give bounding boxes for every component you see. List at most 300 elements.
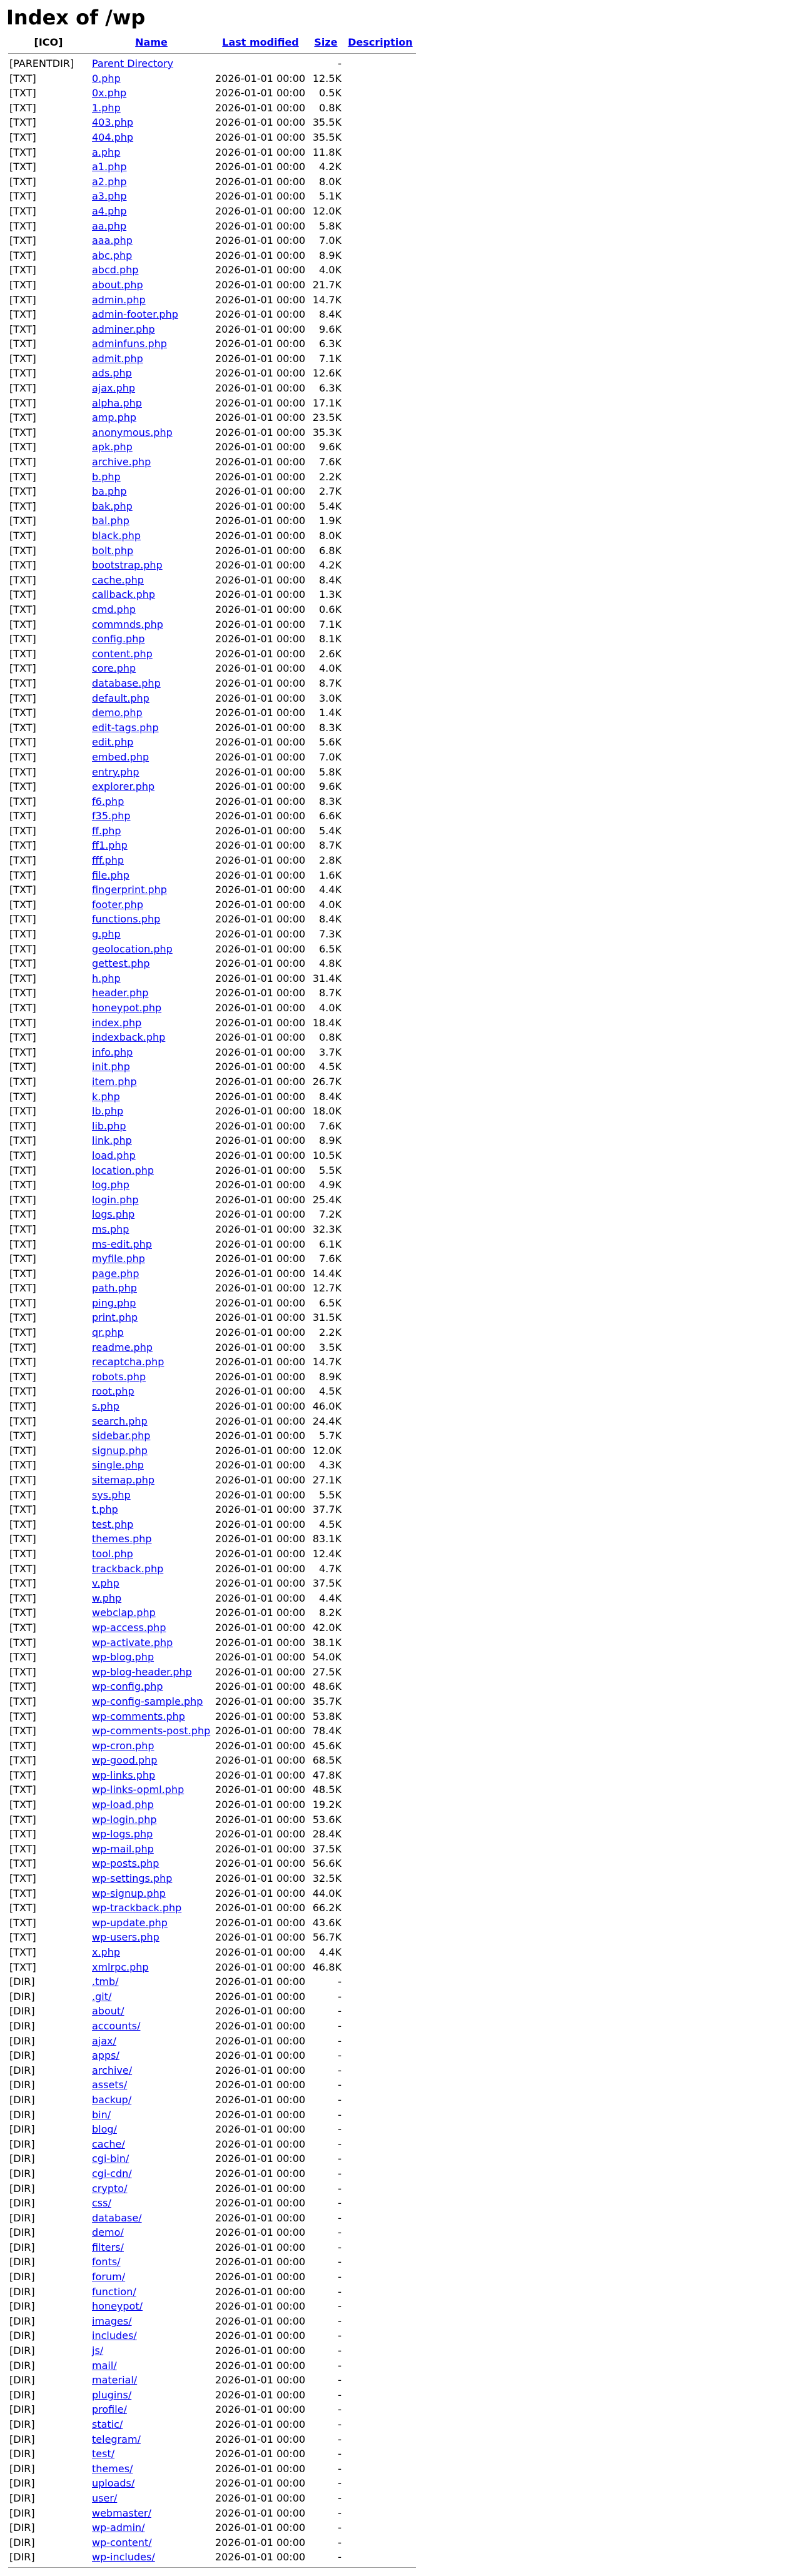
- size-cell: 6.8K: [319, 544, 341, 557]
- file-link[interactable]: config.php: [92, 633, 145, 645]
- file-link[interactable]: f35.php: [92, 810, 131, 822]
- file-link[interactable]: edit.php: [92, 736, 134, 749]
- file-link[interactable]: footer.php: [92, 898, 143, 911]
- file-link[interactable]: ff.php: [92, 824, 121, 837]
- file-link[interactable]: wp-access.php: [92, 1621, 166, 1634]
- description-cell: [345, 2462, 416, 2477]
- description-cell: [345, 779, 416, 794]
- file-link[interactable]: gettest.php: [92, 957, 150, 970]
- description-cell: [345, 396, 416, 411]
- last-modified-cell: 2026-01-01 00:00: [215, 1253, 306, 1265]
- file-link[interactable]: content.php: [92, 647, 153, 660]
- file-link[interactable]: h.php: [92, 972, 121, 984]
- file-link[interactable]: g.php: [92, 928, 121, 941]
- table-row: [8, 750, 416, 765]
- text-file-icon: [TXT]: [9, 1208, 36, 1221]
- text-file-icon: [TXT]: [9, 1267, 36, 1280]
- file-link[interactable]: archive/: [92, 2064, 133, 2076]
- file-link[interactable]: xmlrpc.php: [92, 1961, 149, 1973]
- file-link[interactable]: abc.php: [92, 249, 133, 261]
- last-modified-cell: 2026-01-01 00:00: [215, 1710, 306, 1722]
- file-link[interactable]: callback.php: [92, 588, 156, 601]
- file-link[interactable]: cgi-bin/: [92, 2153, 129, 2165]
- file-link[interactable]: signup.php: [92, 1444, 148, 1457]
- table-row: [8, 1237, 416, 1252]
- file-link[interactable]: ba.php: [92, 485, 127, 498]
- file-link[interactable]: wp-content/: [92, 2536, 152, 2548]
- text-file-icon: [TXT]: [9, 116, 36, 129]
- file-link[interactable]: search.php: [92, 1415, 148, 1427]
- last-modified-cell: 2026-01-01 00:00: [215, 2551, 306, 2563]
- file-link[interactable]: images/: [92, 2315, 132, 2327]
- size-cell: 46.8K: [312, 1961, 341, 1973]
- file-link[interactable]: .git/: [92, 1990, 112, 2003]
- size-cell: 4.9K: [319, 1179, 341, 1191]
- file-link[interactable]: wp-load.php: [92, 1799, 154, 1811]
- file-link[interactable]: demo.php: [92, 707, 143, 719]
- size-cell: 54.0K: [312, 1651, 341, 1664]
- file-link[interactable]: wp-config-sample.php: [92, 1695, 203, 1707]
- file-link[interactable]: cache.php: [92, 573, 144, 586]
- last-modified-cell: 2026-01-01 00:00: [215, 1916, 306, 1929]
- text-file-icon: [TXT]: [9, 1607, 36, 1619]
- folder-icon: [DIR]: [9, 2019, 35, 2032]
- size-cell: 5.6K: [319, 736, 341, 749]
- description-cell: [345, 691, 416, 706]
- table-row: [8, 927, 416, 942]
- file-link[interactable]: location.php: [92, 1164, 154, 1176]
- file-link[interactable]: adminer.php: [92, 323, 155, 335]
- folder-icon: [DIR]: [9, 2300, 35, 2313]
- file-link[interactable]: ms-edit.php: [92, 1238, 152, 1250]
- file-link[interactable]: qr.php: [92, 1326, 124, 1339]
- file-link[interactable]: item.php: [92, 1075, 137, 1088]
- file-link[interactable]: aa.php: [92, 220, 127, 232]
- description-cell: [345, 513, 416, 528]
- file-link[interactable]: bootstrap.php: [92, 559, 163, 572]
- file-link[interactable]: 0.php: [92, 72, 121, 84]
- size-cell: 46.0K: [312, 1400, 341, 1413]
- file-link[interactable]: index.php: [92, 1016, 142, 1029]
- description-cell: [345, 1916, 416, 1931]
- file-link[interactable]: css/: [92, 2197, 111, 2210]
- file-link[interactable]: backup/: [92, 2093, 132, 2106]
- last-modified-cell: 2026-01-01 00:00: [215, 765, 306, 778]
- description-cell: [345, 2137, 416, 2152]
- file-link[interactable]: wp-update.php: [92, 1916, 168, 1929]
- file-link[interactable]: link.php: [92, 1134, 132, 1147]
- file-link[interactable]: bak.php: [92, 500, 133, 512]
- file-link[interactable]: ajax.php: [92, 382, 136, 395]
- directory-listing-table: [6, 35, 418, 2571]
- file-link[interactable]: ajax/: [92, 2034, 116, 2047]
- size-cell: 4.4K: [319, 1592, 341, 1604]
- file-link[interactable]: wp-comments-post.php: [92, 1725, 211, 1737]
- sort-by-last-modified-link[interactable]: Last modified: [222, 36, 299, 49]
- description-cell: [345, 1119, 416, 1134]
- description-column-header[interactable]: [345, 35, 416, 50]
- table-row: [8, 2048, 416, 2063]
- file-link[interactable]: ms.php: [92, 1223, 129, 1235]
- file-link[interactable]: about.php: [92, 278, 143, 291]
- size-cell: 1.3K: [319, 588, 341, 601]
- file-link[interactable]: sidebar.php: [92, 1430, 151, 1442]
- table-row: [8, 71, 416, 86]
- last-modified-cell: 2026-01-01 00:00: [215, 161, 306, 173]
- description-cell: [345, 587, 416, 602]
- file-link[interactable]: apk.php: [92, 441, 133, 453]
- last-modified-cell: 2026-01-01 00:00: [215, 2271, 306, 2283]
- file-link[interactable]: init.php: [92, 1061, 130, 1073]
- file-link[interactable]: archive.php: [92, 456, 151, 468]
- file-link[interactable]: cache/: [92, 2138, 125, 2150]
- file-link[interactable]: database/: [92, 2211, 142, 2224]
- file-link[interactable]: lib.php: [92, 1119, 126, 1132]
- text-file-icon: [TXT]: [9, 1592, 36, 1604]
- file-link[interactable]: explorer.php: [92, 780, 155, 793]
- file-link[interactable]: wp-settings.php: [92, 1872, 173, 1885]
- file-link[interactable]: uploads/: [92, 2477, 135, 2490]
- text-file-icon: [TXT]: [9, 308, 36, 321]
- file-link[interactable]: trackback.php: [92, 1562, 164, 1575]
- text-file-icon: [TXT]: [9, 765, 36, 778]
- file-link[interactable]: wp-includes/: [92, 2551, 155, 2563]
- file-link[interactable]: honeypot/: [92, 2300, 143, 2313]
- file-link[interactable]: ff1.php: [92, 839, 128, 852]
- file-link[interactable]: admit.php: [92, 352, 143, 365]
- file-link[interactable]: demo/: [92, 2226, 124, 2239]
- file-link[interactable]: wp-mail.php: [92, 1842, 154, 1855]
- file-link[interactable]: bin/: [92, 2108, 111, 2121]
- file-link[interactable]: telegram/: [92, 2433, 141, 2445]
- description-cell: [345, 1340, 416, 1355]
- file-link[interactable]: ads.php: [92, 367, 132, 380]
- file-link[interactable]: x.php: [92, 1946, 121, 1958]
- table-row: [8, 1296, 416, 1311]
- last-modified-cell: 2026-01-01 00:00: [215, 2138, 306, 2150]
- table-row: [8, 1901, 416, 1916]
- file-link[interactable]: cmd.php: [92, 603, 136, 615]
- file-link[interactable]: commnds.php: [92, 618, 163, 630]
- file-link[interactable]: fonts/: [92, 2256, 121, 2268]
- file-link[interactable]: wp-links-opml.php: [92, 1784, 184, 1796]
- last-modified-cell: 2026-01-01 00:00: [215, 87, 306, 99]
- file-link[interactable]: s.php: [92, 1400, 119, 1413]
- last-modified-cell: 2026-01-01 00:00: [215, 2359, 306, 2371]
- text-file-icon: [TXT]: [9, 1356, 36, 1368]
- size-cell: -: [338, 2197, 341, 2210]
- text-file-icon: [TXT]: [9, 1902, 36, 1914]
- description-cell: [345, 2328, 416, 2343]
- last-modified-cell: 2026-01-01 00:00: [215, 456, 306, 468]
- file-link[interactable]: a1.php: [92, 161, 127, 173]
- last-modified-cell: 2026-01-01 00:00: [215, 780, 306, 793]
- last-modified-column-header[interactable]: [214, 35, 307, 50]
- file-link[interactable]: t.php: [92, 1503, 118, 1516]
- file-link[interactable]: test.php: [92, 1518, 134, 1530]
- text-file-icon: [TXT]: [9, 1031, 36, 1044]
- file-link[interactable]: webmaster/: [92, 2507, 151, 2519]
- text-file-icon: [TXT]: [9, 972, 36, 984]
- size-cell: 4.0K: [319, 898, 341, 911]
- size-cell: 8.3K: [319, 795, 341, 807]
- sort-by-size-link[interactable]: Size: [314, 36, 338, 49]
- table-row: [8, 1739, 416, 1754]
- file-link[interactable]: accounts/: [92, 2019, 141, 2032]
- file-link[interactable]: .tmb/: [92, 1976, 119, 1988]
- last-modified-cell: 2026-01-01 00:00: [215, 2197, 306, 2210]
- file-link[interactable]: wp-config.php: [92, 1680, 163, 1693]
- size-cell: 56.6K: [312, 1857, 341, 1870]
- last-modified-cell: 2026-01-01 00:00: [215, 2049, 306, 2062]
- file-link[interactable]: bolt.php: [92, 544, 134, 557]
- table-row: [8, 838, 416, 853]
- sort-by-name-link[interactable]: Name: [135, 36, 168, 49]
- text-file-icon: [TXT]: [9, 235, 36, 247]
- file-link[interactable]: a4.php: [92, 205, 127, 217]
- table-row: [8, 2255, 416, 2270]
- table-row: [8, 2506, 416, 2521]
- last-modified-cell: 2026-01-01 00:00: [215, 2093, 306, 2106]
- size-cell: 8.1K: [319, 633, 341, 645]
- file-link[interactable]: login.php: [92, 1193, 139, 1206]
- file-link[interactable]: load.php: [92, 1149, 136, 1161]
- file-link[interactable]: user/: [92, 2492, 118, 2504]
- text-file-icon: [TXT]: [9, 1296, 36, 1309]
- description-cell: [345, 159, 416, 174]
- file-link[interactable]: filters/: [92, 2241, 124, 2253]
- parent-size: -: [338, 58, 341, 69]
- size-cell: 7.6K: [319, 1253, 341, 1265]
- file-link[interactable]: wp-activate.php: [92, 1636, 173, 1649]
- file-link[interactable]: wp-posts.php: [92, 1857, 159, 1870]
- file-link[interactable]: anonymous.php: [92, 426, 173, 438]
- file-link[interactable]: bal.php: [92, 515, 129, 527]
- description-cell: [345, 1428, 416, 1443]
- sort-by-description-link[interactable]: Description: [348, 36, 413, 49]
- last-modified-cell: 2026-01-01 00:00: [215, 1164, 306, 1176]
- file-link[interactable]: single.php: [92, 1459, 144, 1472]
- description-cell: [345, 1842, 416, 1857]
- file-link[interactable]: 404.php: [92, 131, 134, 143]
- last-modified-cell: 2026-01-01 00:00: [215, 190, 306, 203]
- file-link[interactable]: page.php: [92, 1267, 139, 1280]
- text-file-icon: [TXT]: [9, 1857, 36, 1870]
- name-column-header[interactable]: [91, 35, 212, 50]
- table-row: [8, 1428, 416, 1443]
- last-modified-cell: 2026-01-01 00:00: [215, 854, 306, 867]
- file-link[interactable]: black.php: [92, 530, 141, 542]
- file-link[interactable]: amp.php: [92, 412, 137, 424]
- file-link[interactable]: ping.php: [92, 1296, 136, 1309]
- description-cell: [345, 1488, 416, 1503]
- last-modified-cell: 2026-01-01 00:00: [215, 2034, 306, 2047]
- size-cell: -: [338, 2345, 341, 2357]
- file-link[interactable]: lb.php: [92, 1105, 124, 1118]
- folder-icon: [DIR]: [9, 2108, 35, 2121]
- parent-directory-link[interactable]: Parent Directory: [92, 58, 174, 69]
- file-link[interactable]: about/: [92, 2005, 124, 2018]
- size-column-header[interactable]: [309, 35, 343, 50]
- description-cell: [345, 2358, 416, 2373]
- file-link[interactable]: log.php: [92, 1179, 129, 1191]
- size-cell: 19.2K: [312, 1799, 341, 1811]
- file-link[interactable]: wp-signup.php: [92, 1887, 166, 1899]
- file-link[interactable]: webclap.php: [92, 1607, 156, 1619]
- size-cell: 6.6K: [319, 810, 341, 822]
- table-row: [8, 499, 416, 514]
- file-link[interactable]: wp-cron.php: [92, 1739, 154, 1752]
- size-cell: 31.4K: [312, 972, 341, 984]
- file-link[interactable]: aaa.php: [92, 235, 133, 247]
- file-link[interactable]: adminfuns.php: [92, 338, 167, 350]
- text-file-icon: [TXT]: [9, 957, 36, 970]
- text-file-icon: [TXT]: [9, 780, 36, 793]
- text-file-icon: [TXT]: [9, 1253, 36, 1265]
- file-link[interactable]: fff.php: [92, 854, 124, 867]
- file-link[interactable]: admin-footer.php: [92, 308, 178, 321]
- table-row: [8, 440, 416, 455]
- file-link[interactable]: function/: [92, 2285, 136, 2298]
- file-link[interactable]: core.php: [92, 662, 136, 675]
- file-link[interactable]: 0x.php: [92, 87, 127, 99]
- last-modified-cell: 2026-01-01 00:00: [215, 1961, 306, 1973]
- table-row: [8, 101, 416, 116]
- size-cell: 4.7K: [319, 1562, 341, 1575]
- text-file-icon: [TXT]: [9, 839, 36, 852]
- file-link[interactable]: test/: [92, 2448, 115, 2460]
- file-link[interactable]: entry.php: [92, 765, 139, 778]
- file-link[interactable]: b.php: [92, 470, 121, 483]
- last-modified-cell: 2026-01-01 00:00: [215, 824, 306, 837]
- text-file-icon: [TXT]: [9, 352, 36, 365]
- file-link[interactable]: includes/: [92, 2330, 137, 2342]
- file-link[interactable]: 403.php: [92, 116, 134, 129]
- description-cell: [345, 2108, 416, 2123]
- file-link[interactable]: wp-links.php: [92, 1769, 156, 1781]
- text-file-icon: [TXT]: [9, 1400, 36, 1413]
- file-link[interactable]: cgi-cdn/: [92, 2167, 132, 2179]
- text-file-icon: [TXT]: [9, 662, 36, 675]
- file-link[interactable]: a.php: [92, 146, 121, 158]
- size-cell: 5.7K: [319, 1430, 341, 1442]
- file-link[interactable]: themes/: [92, 2462, 133, 2475]
- size-cell: 3.7K: [319, 1046, 341, 1058]
- file-link[interactable]: k.php: [92, 1090, 120, 1103]
- size-cell: 45.6K: [312, 1739, 341, 1752]
- table-row: [8, 2063, 416, 2078]
- file-link[interactable]: a3.php: [92, 190, 127, 203]
- file-link[interactable]: sys.php: [92, 1488, 131, 1501]
- file-link[interactable]: tool.php: [92, 1547, 133, 1560]
- file-link[interactable]: forum/: [92, 2271, 126, 2283]
- table-row: [8, 632, 416, 647]
- file-link[interactable]: alpha.php: [92, 397, 142, 409]
- file-link[interactable]: wp-login.php: [92, 1813, 157, 1826]
- table-row: [8, 942, 416, 957]
- folder-icon: [DIR]: [9, 2271, 35, 2283]
- size-cell: 5.5K: [319, 1164, 341, 1176]
- file-link[interactable]: sitemap.php: [92, 1474, 154, 1486]
- file-link[interactable]: admin.php: [92, 293, 146, 306]
- file-link[interactable]: edit-tags.php: [92, 721, 159, 734]
- size-cell: -: [338, 2064, 341, 2076]
- last-modified-cell: 2026-01-01 00:00: [215, 426, 306, 438]
- file-link[interactable]: myfile.php: [92, 1253, 145, 1265]
- file-link[interactable]: info.php: [92, 1046, 133, 1058]
- file-link[interactable]: fingerprint.php: [92, 884, 167, 896]
- file-link[interactable]: static/: [92, 2418, 123, 2430]
- file-link[interactable]: mail/: [92, 2359, 117, 2371]
- table-row: [8, 1812, 416, 1827]
- size-cell: -: [338, 2079, 341, 2091]
- file-link[interactable]: logs.php: [92, 1208, 135, 1221]
- file-link[interactable]: wp-blog-header.php: [92, 1665, 192, 1678]
- file-link[interactable]: wp-logs.php: [92, 1828, 153, 1841]
- last-modified-cell: 2026-01-01 00:00: [215, 633, 306, 645]
- description-cell: [345, 1989, 416, 2004]
- file-link[interactable]: 1.php: [92, 101, 121, 114]
- last-modified-cell: 2026-01-01 00:00: [215, 1238, 306, 1250]
- file-link[interactable]: profile/: [92, 2403, 127, 2416]
- file-link[interactable]: geolocation.php: [92, 942, 173, 955]
- file-link[interactable]: readme.php: [92, 1341, 153, 1353]
- file-link[interactable]: blog/: [92, 2123, 117, 2136]
- table-row: [8, 2491, 416, 2506]
- file-link[interactable]: recaptcha.php: [92, 1356, 164, 1368]
- file-link[interactable]: functions.php: [92, 913, 161, 926]
- file-link[interactable]: assets/: [92, 2079, 128, 2091]
- file-link[interactable]: a2.php: [92, 175, 127, 188]
- file-link[interactable]: wp-blog.php: [92, 1651, 154, 1664]
- last-modified-cell: 2026-01-01 00:00: [215, 2182, 306, 2195]
- file-link[interactable]: robots.php: [92, 1370, 146, 1383]
- text-file-icon: [TXT]: [9, 884, 36, 896]
- file-link[interactable]: apps/: [92, 2049, 119, 2062]
- file-link[interactable]: file.php: [92, 869, 129, 881]
- file-link[interactable]: path.php: [92, 1282, 137, 1295]
- file-link[interactable]: print.php: [92, 1311, 138, 1324]
- file-link[interactable]: default.php: [92, 692, 149, 704]
- size-cell: 5.1K: [319, 190, 341, 203]
- file-link[interactable]: root.php: [92, 1385, 134, 1398]
- file-link[interactable]: embed.php: [92, 750, 149, 763]
- file-link[interactable]: f6.php: [92, 795, 124, 807]
- file-link[interactable]: wp-users.php: [92, 1931, 159, 1944]
- file-link[interactable]: wp-trackback.php: [92, 1902, 182, 1914]
- file-link[interactable]: js/: [92, 2345, 104, 2357]
- last-modified-cell: 2026-01-01 00:00: [215, 2418, 306, 2430]
- file-link[interactable]: crypto/: [92, 2182, 128, 2195]
- file-link[interactable]: wp-comments.php: [92, 1710, 185, 1722]
- file-link[interactable]: material/: [92, 2374, 138, 2387]
- file-link[interactable]: database.php: [92, 677, 161, 689]
- file-link[interactable]: wp-good.php: [92, 1754, 158, 1767]
- file-link[interactable]: themes.php: [92, 1533, 152, 1545]
- file-link[interactable]: honeypot.php: [92, 1002, 162, 1014]
- file-link[interactable]: abcd.php: [92, 264, 139, 276]
- file-link[interactable]: v.php: [92, 1577, 119, 1590]
- last-modified-cell: 2026-01-01 00:00: [215, 618, 306, 630]
- file-link[interactable]: header.php: [92, 987, 149, 999]
- size-cell: 2.6K: [319, 647, 341, 660]
- text-file-icon: [TXT]: [9, 500, 36, 512]
- size-cell: 9.6K: [319, 441, 341, 453]
- file-link[interactable]: indexback.php: [92, 1031, 166, 1044]
- file-link[interactable]: w.php: [92, 1592, 122, 1604]
- file-link[interactable]: wp-admin/: [92, 2522, 145, 2534]
- file-link[interactable]: plugins/: [92, 2388, 132, 2401]
